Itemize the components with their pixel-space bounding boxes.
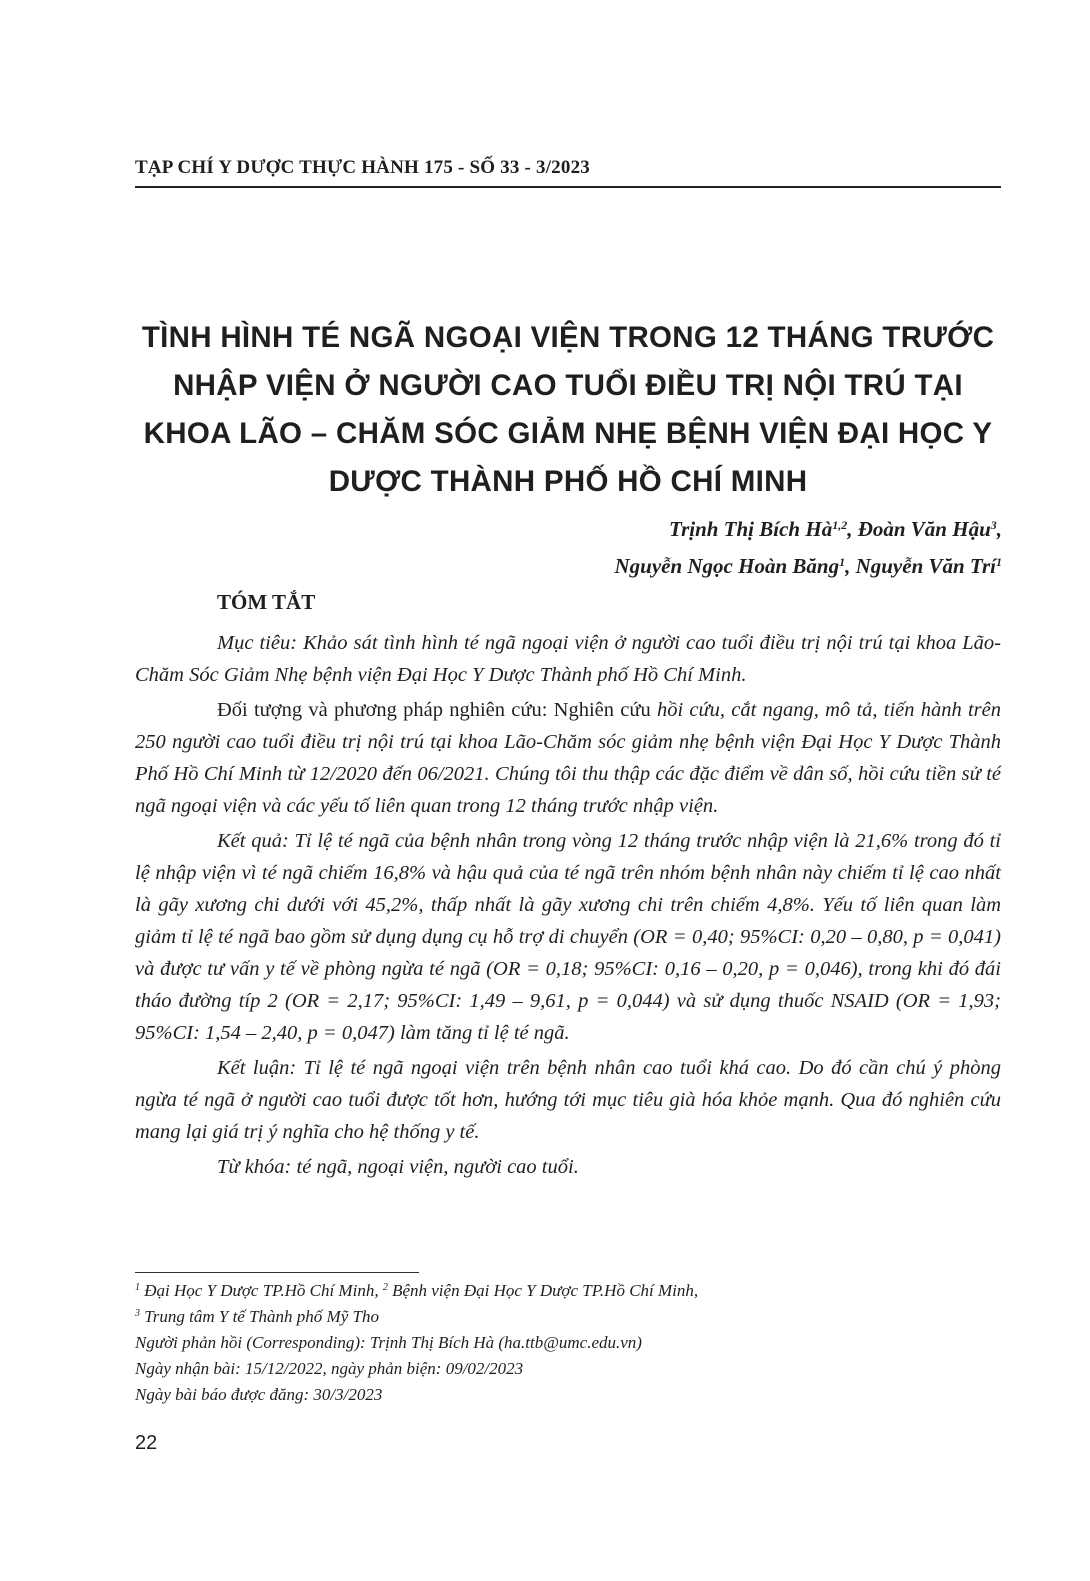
abstract-objective: Mục tiêu: Khảo sát tình hình té ngã ngoại viện ở người cao tuổi điều trị nội trú tại khoa Lão-Chăm Sóc Giảm Nhẹ bệnh viện Đại Học Y Dược Thành phố Hồ Chí Minh. — [135, 632, 1001, 686]
author-name: Đoàn Văn Hậu — [857, 517, 991, 541]
methods-text: hồi cứu, cắt ngang, mô tả, tiến hành trên 250 người cao tuổi điều trị nội trú tại khoa Lão-Chăm sóc giảm nhẹ bệnh viện Đại Học Y Dược Thành Phố Hồ Chí Minh từ 12/2020 đến 06/2021. Chúng tôi thu thập các đặc điểm về dân số, hồi cứu tiền sử té ngã ngoại viện và các yếu tố liên quan trong 12 tháng trước nhập viện. — [135, 699, 1001, 817]
abstract-body — [135, 627, 1001, 1186]
author-line-1 — [302, 511, 1002, 548]
abstract-results: Kết quả: Tỉ lệ té ngã của bệnh nhân trong vòng 12 tháng trước nhập viện là 21,6% trong đó tỉ lệ nhập viện vì té ngã chiếm 16,8% và hậu quả của té ngã trên nhóm bệnh nhân này chiếm tỉ lệ cao nhất là gãy xương chi dưới với 45,2%, thấp nhất là gãy xương chi trên chiếm 4,8%. Yếu tố liên quan làm giảm tỉ lệ té ngã bao gồm sử dụng dụng cụ hỗ trợ di chuyển (OR = 0,40; 95%CI: 0,20 – 0,80, p = 0,041) và được tư vấn y tế về phòng ngừa té ngã (OR = 0,18; 95%CI: 0,16 – 0,20, p = 0,046), trong khi đó đái tháo đường típ 2 (OR = 2,17; 95%CI: 1,49 – 9,61, p = 0,044) và sử dụng thuốc NSAID (OR = 1,93; 95%CI: 1,54 – 2,40, p = 0,047) làm tăng tỉ lệ té ngã. — [135, 830, 1001, 1044]
abstract-heading: TÓM TẮT — [217, 590, 316, 614]
affiliations-line-1 — [135, 1278, 1001, 1304]
published-date: Ngày bài báo được đăng: 30/3/2023 — [135, 1385, 383, 1404]
abstract-keywords: Từ khóa: té ngã, ngoại viện, người cao tuổi. — [217, 1156, 579, 1178]
title-line: DƯỢC THÀNH PHỐ HỒ CHÍ MINH — [328, 465, 808, 498]
affiliations-line-2 — [135, 1304, 1001, 1330]
corresponding-author: Người phản hồi (Corresponding): Trịnh Thị Bích Hà (ha.ttb@umc.edu.vn) — [135, 1333, 642, 1352]
methods-label: Đối tượng và phương pháp nghiên cứu: Nghiên cứu — [217, 699, 657, 721]
author-separator: , — [847, 517, 858, 541]
author-name: Nguyễn Ngọc Hoàn Băng — [614, 554, 840, 578]
author-list — [302, 511, 1002, 585]
author-line-2 — [302, 548, 1002, 585]
author-affiliation-sup: 1 — [839, 555, 846, 569]
footnotes — [135, 1278, 1001, 1408]
affiliation-sup: 1 — [135, 1282, 140, 1293]
author-name: Trịnh Thị Bích Hà — [669, 517, 833, 541]
title-line: TÌNH HÌNH TÉ NGÃ NGOẠI VIỆN TRONG 12 THÁNG TRƯỚC — [141, 321, 995, 354]
abstract-methods — [135, 694, 1001, 822]
article-title — [120, 314, 1016, 506]
author-separator: , — [996, 517, 1002, 541]
title-line: NHẬP VIỆN Ở NGƯỜI CAO TUỔI ĐIỀU TRỊ NỘI TRÚ TẠI — [173, 369, 963, 402]
author-affiliation-sup: 3 — [990, 518, 997, 532]
title-line: KHOA LÃO – CHĂM SÓC GIẢM NHẸ BỆNH VIỆN ĐẠI HỌC Y — [143, 417, 993, 450]
affiliation-text: Đại Học Y Dược TP.Hồ Chí Minh, — [140, 1281, 383, 1300]
author-separator: , — [845, 554, 856, 578]
page-number: 22 — [135, 1432, 158, 1454]
header-divider — [135, 186, 1001, 188]
footnote-divider — [135, 1272, 419, 1273]
journal-header: TẠP CHÍ Y DƯỢC THỰC HÀNH 175 - SỐ 33 - 3/2023 — [135, 157, 590, 178]
received-date: Ngày nhận bài: 15/12/2022, ngày phản biện: 09/02/2023 — [135, 1359, 524, 1378]
author-affiliation-sup: 1 — [996, 555, 1002, 569]
affiliation-sup: 2 — [382, 1282, 388, 1293]
affiliation-text: Trung tâm Y tế Thành phố Mỹ Tho — [140, 1307, 379, 1326]
author-affiliation-sup: 1,2 — [832, 518, 848, 532]
abstract-conclusion: Kết luận: Tỉ lệ té ngã ngoại viện trên bệnh nhân cao tuổi khá cao. Do đó cần chú ý phòng ngừa té ngã ở người cao tuổi được tốt hơn, hướng tới mục tiêu già hóa khỏe mạnh. Qua đó nghiên cứu mang lại giá trị ý nghĩa cho hệ thống y tế. — [135, 1057, 1001, 1143]
affiliation-text: Bệnh viện Đại Học Y Dược TP.Hồ Chí Minh, — [387, 1281, 699, 1300]
affiliation-sup: 3 — [135, 1308, 140, 1319]
author-name: Nguyễn Văn Trí — [855, 554, 996, 578]
